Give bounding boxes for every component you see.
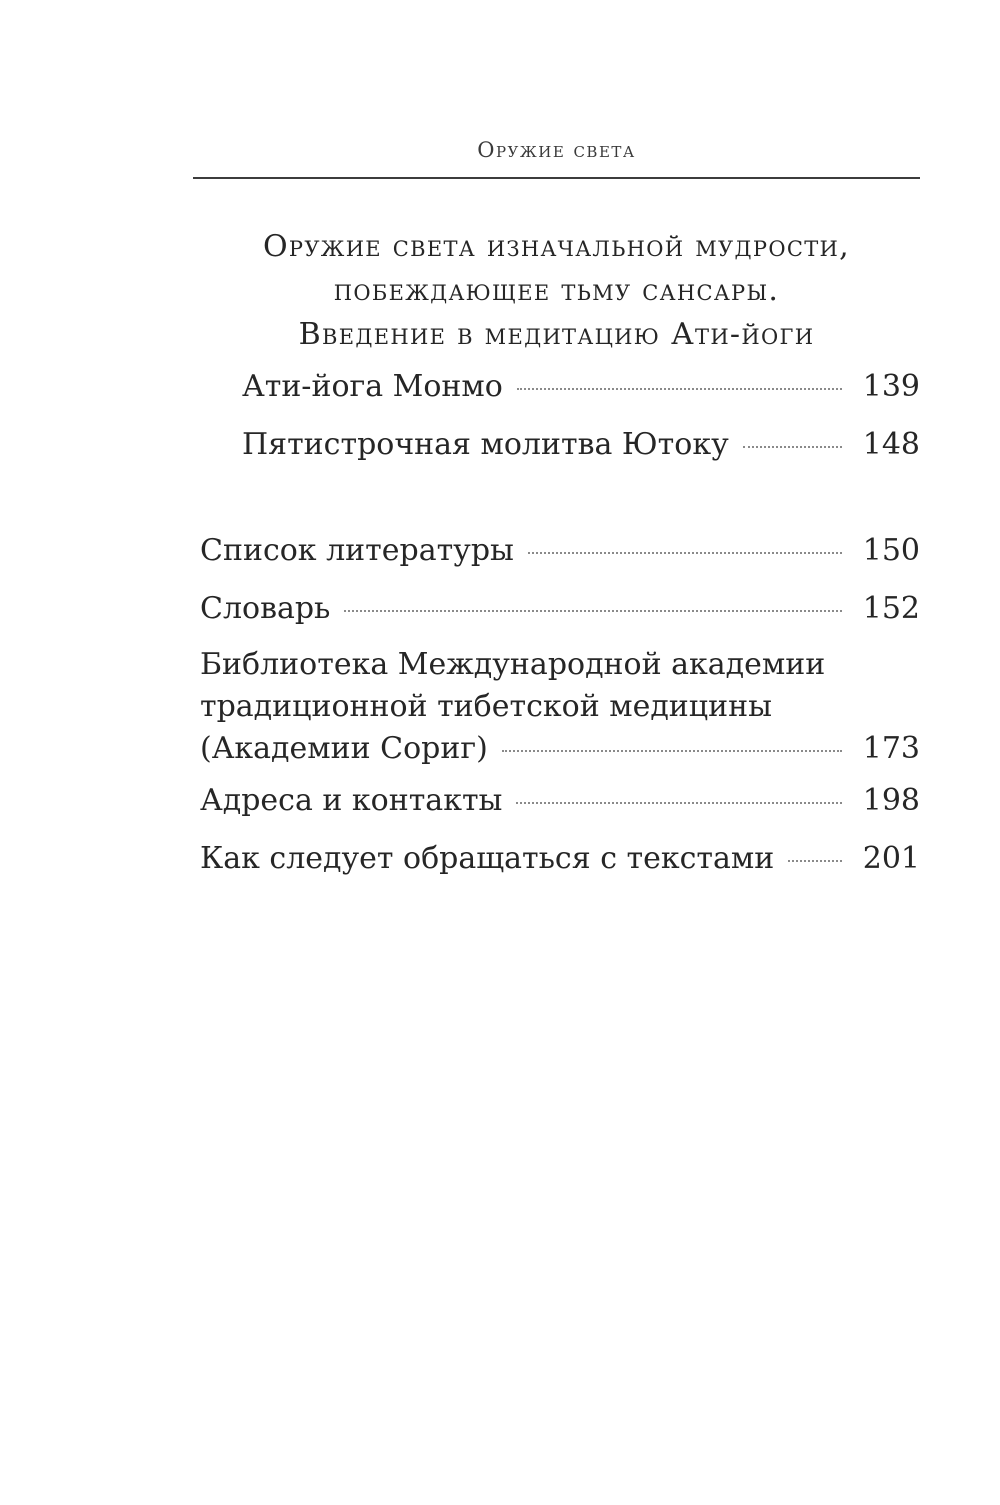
toc-page-number: 201 bbox=[862, 841, 920, 876]
toc-page-number: 173 bbox=[862, 731, 920, 766]
toc-entry-ati-yoga-monmo[interactable] bbox=[242, 366, 920, 408]
toc-entry-label: Список литературы bbox=[200, 533, 514, 568]
toc-entry-label: Адреса и контакты bbox=[200, 783, 503, 818]
dot-leader bbox=[788, 860, 842, 862]
section-title-line-2: побеждающее тьму сансары. bbox=[333, 273, 780, 308]
toc-entry-label: (Академии Сориг) bbox=[200, 731, 488, 766]
toc-entry-label: Словарь bbox=[200, 591, 331, 626]
toc-entry-addresses[interactable] bbox=[200, 780, 920, 822]
section-title bbox=[193, 225, 920, 357]
dot-leader bbox=[517, 388, 842, 390]
toc-entry-label: Ати-йога Монмо bbox=[242, 369, 503, 404]
toc-entry-label-line-2: традиционной тибетской медицины bbox=[200, 689, 772, 724]
section-title-line-1: Оружие света изначальной мудрости, bbox=[263, 229, 850, 264]
toc-entry-glossary[interactable] bbox=[200, 588, 920, 630]
toc-page-number: 152 bbox=[862, 591, 920, 626]
dot-leader bbox=[344, 610, 842, 612]
dot-leader bbox=[502, 750, 842, 752]
toc-entry-library[interactable] bbox=[200, 644, 920, 770]
dot-leader bbox=[743, 446, 842, 448]
dot-leader bbox=[528, 552, 842, 554]
toc-page-number: 198 bbox=[862, 783, 920, 818]
toc-entry-label: Как следует обращаться с текстами bbox=[200, 841, 775, 876]
toc-entry-handling-texts[interactable] bbox=[200, 838, 920, 880]
running-head: Оружие света bbox=[477, 138, 636, 162]
section-title-line-3: Введение в медитацию Ати-йоги bbox=[298, 317, 815, 352]
toc-page-number: 139 bbox=[862, 369, 920, 404]
toc-page-number: 148 bbox=[862, 427, 920, 462]
toc-entry-label: Пятистрочная молитва Ютоку bbox=[242, 427, 729, 462]
toc-entry-five-line-prayer[interactable] bbox=[242, 424, 920, 466]
header-rule bbox=[193, 177, 920, 179]
toc-entry-bibliography[interactable] bbox=[200, 530, 920, 572]
toc-page-number: 150 bbox=[862, 533, 920, 568]
toc-entry-label-line-1: Библиотека Международной академии bbox=[200, 647, 826, 682]
dot-leader bbox=[516, 802, 842, 804]
